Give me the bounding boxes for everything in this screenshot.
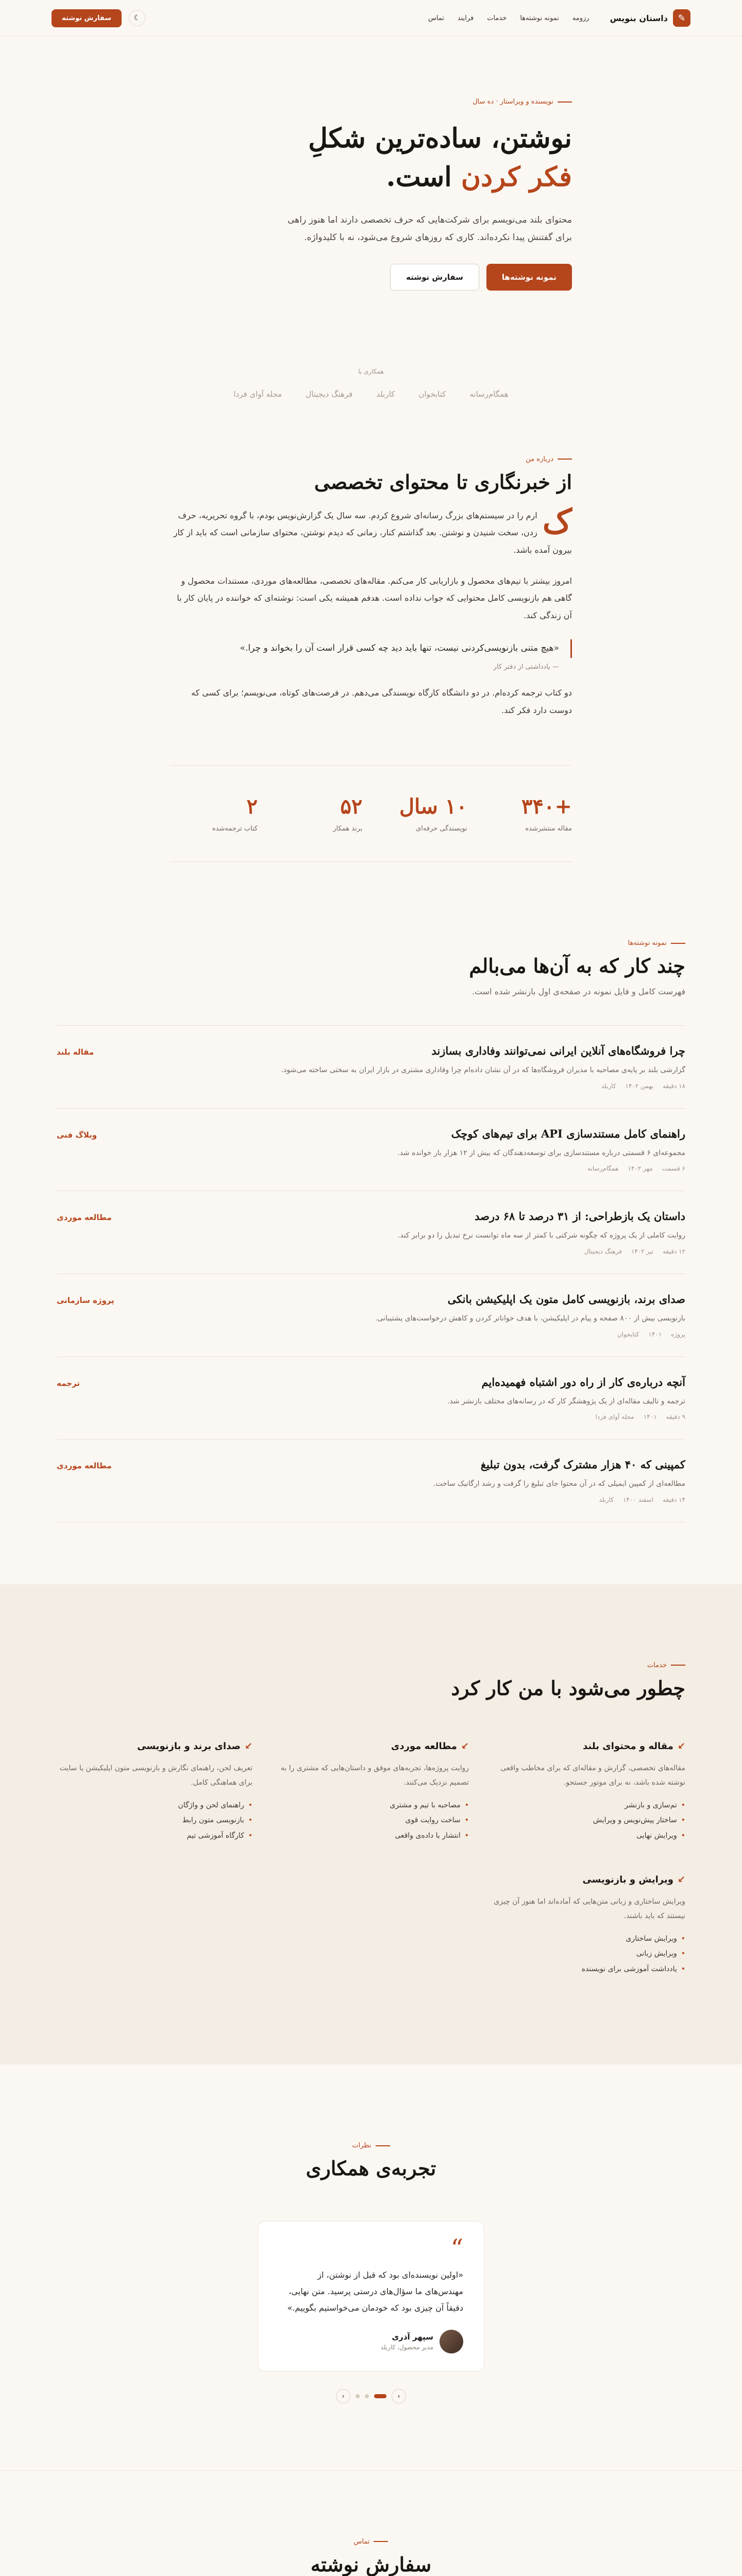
client-logos xyxy=(0,389,742,399)
client-name: همگام‌رسانه xyxy=(469,389,509,399)
work-tag: وبلاگ فنی xyxy=(57,1130,97,1140)
testimonials-eyebrow xyxy=(170,2142,572,2149)
work-meta-item: ۶ قسمت xyxy=(662,1165,685,1173)
person-role: مدیر محصول، کاربلد xyxy=(380,2343,433,2351)
hero-title-line2 xyxy=(170,158,572,196)
order-eyebrow-text: تماس xyxy=(353,2537,370,2546)
service-list-item: • ساخت روایت قوی xyxy=(273,1813,469,1828)
service-list-item: • راهنمای لحن و واژگان xyxy=(57,1798,252,1813)
service-description: روایت پروژه‌ها، تجربه‌های موفق و داستان‌هایی که مشتری را به تصمیم نزدیک می‌کنند. xyxy=(280,1764,469,1787)
about-quote: «هیچ متنی بازنویسی‌کردنی نیست، تنها باید دید چه کسی قرار است آن را بخواند و چرا.» xyxy=(170,639,572,658)
work-meta xyxy=(263,1165,685,1172)
site-header xyxy=(0,0,742,36)
stat-number: ۵۲ xyxy=(340,794,363,819)
service-list xyxy=(490,1931,685,1977)
eyebrow-dash xyxy=(558,459,572,460)
hero-order-button[interactable]: سفارش نوشته xyxy=(390,264,479,291)
brand-logo[interactable] xyxy=(610,9,690,27)
testimonials-eyebrow-text: نظرات xyxy=(352,2142,372,2150)
service-title-text: ویرایش و بازنویسی xyxy=(582,1874,673,1885)
service-list-item: • کارگاه آموزشی تیم xyxy=(57,1828,252,1843)
services-eyebrow-text: خدمات xyxy=(647,1661,667,1669)
work-tag: ترجمه xyxy=(57,1378,80,1388)
services-grid xyxy=(57,1741,685,1843)
testimonials-title: تجربه‌ی همکاری xyxy=(306,2157,436,2180)
service-title-text: مطالعه موردی xyxy=(391,1740,457,1752)
hero-actions xyxy=(170,264,572,291)
eyebrow-dash xyxy=(558,101,572,103)
moon-icon[interactable]: ☾ xyxy=(129,10,145,26)
work-item[interactable] xyxy=(57,1274,685,1357)
work-tag: مقاله بلند xyxy=(57,1047,94,1057)
work-meta-item: کاربلد xyxy=(601,1082,616,1090)
services-section xyxy=(0,1584,742,2064)
view-samples-button[interactable]: نمونه نوشته‌ها xyxy=(486,264,572,291)
nav-item-contact[interactable]: تماس xyxy=(428,14,444,22)
person-info xyxy=(381,2332,433,2351)
service-title xyxy=(490,1874,685,1885)
nav-item-services[interactable]: خدمات xyxy=(487,14,507,22)
nav-item-process[interactable]: فرایند xyxy=(457,14,474,22)
work-item[interactable] xyxy=(57,1025,685,1109)
drop-cap: ک xyxy=(542,502,572,541)
work-meta-item: ۱۴۰۱ xyxy=(648,1330,662,1338)
clients-label: همکاری با xyxy=(358,367,384,375)
work-meta-item: کتابخوان xyxy=(617,1330,639,1338)
services-title: چطور می‌شود با من کار کرد xyxy=(451,1676,685,1700)
work-description: مجموعه‌ای ۶ قسمتی درباره مستندسازی برای توسعه‌دهندگان که بیش از ۱۲ هزار بار خوانده شد. xyxy=(397,1148,685,1157)
nav-item-samples[interactable]: نمونه نوشته‌ها xyxy=(520,14,559,22)
service-description: مقاله‌های تخصصی، گزارش و مقاله‌ای که برای مخاطب واقعی نوشته شده باشد، نه برای موتور جستجو. xyxy=(500,1764,685,1787)
work-item[interactable] xyxy=(57,1357,685,1440)
chevron-right-icon[interactable]: › xyxy=(392,2389,406,2403)
arrow-icon: ↙ xyxy=(677,1874,685,1885)
testimonial-text: «اولین نویسنده‌ای بود که قبل از نوشتن، از مهندس‌های ما سؤال‌های درستی پرسید. متن نهایی، دقیقاً آن چیزی بود که خودمان می‌خواستیم بگوییم.» xyxy=(287,2269,463,2313)
stat-books xyxy=(170,794,258,833)
service-title xyxy=(273,1741,469,1752)
service-list-item: • تم‌سازی و بازنشر xyxy=(490,1798,685,1813)
carousel-nav xyxy=(170,2389,572,2403)
client-name: مجله آوای فردا xyxy=(233,389,282,399)
works-eyebrow-text: نمونه نوشته‌ها xyxy=(628,939,667,947)
about-section xyxy=(0,399,742,765)
brand-name: داستان بنویس xyxy=(610,13,668,23)
work-description: گزارشی بلند بر پایه‌ی مصاحبه با مدیران فروشگاه‌ها که در آن نشان داده‌ام چرا وفاداری مشتری در بازار ایران به سختی ساخته می‌شود. xyxy=(281,1066,685,1075)
hero-title-line1: نوشتن، ساده‌ترین شکلِ xyxy=(308,123,572,154)
service-list-item: • ویرایش زبانی xyxy=(490,1946,685,1961)
service-title xyxy=(57,1741,252,1752)
work-meta xyxy=(263,1331,685,1338)
service-card xyxy=(490,1874,685,1977)
eyebrow-dash xyxy=(374,2541,388,2542)
work-main xyxy=(263,1376,685,1421)
work-list xyxy=(57,1025,685,1522)
service-description: ویرایش ساختاری و زبانی متن‌هایی که آماده‌اند اما هنوز آن چیزی نیستند که باید باشند. xyxy=(494,1897,685,1920)
service-list-item: • بازنویسی متون رابط xyxy=(57,1813,252,1828)
service-list-item: • ساختار پیش‌نویس و ویرایش xyxy=(490,1813,685,1828)
eyebrow-dash xyxy=(671,1665,685,1666)
work-item[interactable] xyxy=(57,1439,685,1522)
service-card xyxy=(490,1741,685,1843)
service-list-item: • ویرایش نهایی xyxy=(490,1828,685,1843)
service-list xyxy=(273,1798,469,1843)
work-tag: مطالعه موردی xyxy=(57,1461,112,1471)
carousel-dot[interactable] xyxy=(365,2394,369,2398)
about-paragraph-1 xyxy=(170,502,572,559)
chevron-left-icon[interactable]: ‹ xyxy=(336,2389,350,2403)
stat-number: +۳۴۰ xyxy=(521,794,572,819)
work-item[interactable] xyxy=(57,1109,685,1192)
service-list-item: • ویرایش ساختاری xyxy=(490,1931,685,1946)
brand-mark-icon: ✎ xyxy=(673,9,690,27)
quote-mark-icon: “ xyxy=(450,2234,463,2263)
hero-title xyxy=(170,119,572,197)
service-list-item: • مصاحبه با تیم و مشتری xyxy=(273,1798,469,1813)
hero-eyebrow xyxy=(170,98,572,106)
service-list xyxy=(490,1798,685,1843)
work-description: ترجمه و تالیف مقاله‌ای از یک پژوهشگر کار که در رسانه‌های مختلف بازنشر شد. xyxy=(447,1397,685,1405)
person-name: سپهر آذری xyxy=(392,2332,433,2342)
stats-row xyxy=(170,765,572,862)
client-name: فرهنگ دیجیتال xyxy=(306,389,353,399)
stat-articles xyxy=(484,794,572,833)
testimonials-section xyxy=(0,2064,742,2470)
service-list-item: • انتشار با داده‌ی واقعی xyxy=(273,1828,469,1843)
work-description: روایت کاملی از یک پروژه که چگونه شرکتی با کمتر از سه ماه توانست نرخ تبدیل را دو برابر کند. xyxy=(397,1231,685,1240)
stat-brands xyxy=(275,794,362,833)
work-title[interactable]: آنچه درباره‌ی کار از راه دور اشتباه فهمیده‌ایم xyxy=(481,1375,685,1388)
work-title[interactable]: داستان یک بازطراحی: از ۳۱ درصد تا ۶۸ درصد xyxy=(475,1210,685,1223)
work-title[interactable]: صدای برند، بازنویسی کامل متون یک اپلیکیشن بانکی xyxy=(447,1293,685,1306)
stat-label: مقاله منتشرشده xyxy=(525,825,572,833)
arrow-icon: ↙ xyxy=(244,1740,252,1752)
work-meta-item: بهمن ۱۴۰۲ xyxy=(625,1082,654,1090)
work-meta-item: ۱۴۰۱ xyxy=(643,1413,657,1421)
works-section xyxy=(0,862,742,1584)
work-description: بازنویسی بیش از ۸۰۰ صفحه و پیام در اپلیکیشن، با هدف خواناتر کردن و کاهش درخواست‌های پشتیبانی. xyxy=(375,1314,685,1323)
work-item[interactable] xyxy=(57,1191,685,1274)
service-list-item: • یادداشت آموزشی برای نویسنده xyxy=(490,1962,685,1977)
order-writing-button[interactable]: سفارش نوشته xyxy=(52,9,122,27)
work-meta-item: فرهنگ دیجیتال xyxy=(584,1248,622,1255)
work-meta-item: ۹ دقیقه xyxy=(666,1413,685,1421)
clients-strip xyxy=(0,368,742,399)
work-meta-item: مهر ۱۴۰۲ xyxy=(628,1165,653,1173)
hero-description: محتوای بلند می‌نویسم برای شرکت‌هایی که حرف تخصصی دارند اما هنوز راهی برای گفتنش پیدا نکرده‌اند. کاری که روزهای شروع می‌شود، نه با کلیدواژه. xyxy=(288,214,572,243)
work-main xyxy=(263,1127,685,1173)
service-title-text: مقاله و محتوای بلند xyxy=(583,1740,673,1752)
work-meta xyxy=(263,1496,685,1503)
about-eyebrow-text: درباره من xyxy=(526,455,553,463)
order-title: سفارش نوشته xyxy=(310,2552,432,2576)
service-card xyxy=(273,1741,469,1843)
service-card xyxy=(57,1741,252,1843)
service-title-text: صدای برند و بازنویسی xyxy=(137,1740,241,1752)
service-title xyxy=(490,1741,685,1752)
carousel-dot[interactable] xyxy=(356,2394,360,2398)
about-title: از خبرنگاری تا محتوای تخصصی xyxy=(314,470,572,494)
works-subtitle: فهرست کامل و فایل نمونه در صفحه‌ی اول بازنشر شده است. xyxy=(471,987,685,997)
stat-number: ۲ xyxy=(246,794,258,819)
client-name: کتابخوان xyxy=(418,389,446,399)
work-main xyxy=(263,1044,685,1090)
arrow-icon: ↙ xyxy=(461,1740,469,1752)
services-eyebrow xyxy=(57,1662,685,1669)
order-header xyxy=(170,2538,572,2576)
about-p1-text: ارم را در سیستم‌های بزرگ رسانه‌ای شروع کردم. سه سال یک گزارش‌نویس بودم، با گروه تحریریه، حرف زدن، سخت شنیدن و نوشتن. بعد گذاشتم کنار، زمانی که دیدم نوشتن، محتوای سازمانی است که باید از کار بیرون آمده باشد. xyxy=(173,510,572,555)
order-section xyxy=(0,2470,742,2576)
work-meta-item: ۱۴ دقیقه xyxy=(663,1496,685,1503)
work-meta xyxy=(263,1413,685,1420)
quote-author: — یادداشتی از دفتر کار xyxy=(493,663,559,671)
testimonial-person xyxy=(279,2330,463,2353)
main-nav xyxy=(428,14,589,22)
about-paragraph-2: امروز بیشتر با تیم‌های محصول و بازاریابی کار می‌کنم. مقاله‌های تخصصی، مطالعه‌های موردی، مستندات محصول و گاهی هم بازنویسی کامل محتوایی که جواب نداده است. هدفم همیشه یکی است: نوشته‌ای که خواننده در پایان کار با آن زندگی کند. xyxy=(177,575,572,620)
work-tag: پروژه سازمانی xyxy=(57,1296,114,1305)
client-name: کاربلد xyxy=(376,389,395,399)
work-meta-item: کاربلد xyxy=(599,1496,614,1503)
stat-label: برند همکار xyxy=(333,825,363,833)
work-title[interactable]: چرا فروشگاه‌های آنلاین ایرانی نمی‌توانند وفاداری بسازند xyxy=(431,1044,685,1058)
works-eyebrow xyxy=(57,939,685,947)
hero-section xyxy=(0,36,742,399)
service-list xyxy=(57,1798,252,1843)
work-meta-item: اسفند ۱۴۰۰ xyxy=(623,1496,654,1503)
work-tag: مطالعه موردی xyxy=(57,1213,112,1223)
work-meta xyxy=(263,1248,685,1255)
work-meta-item: ۱۸ دقیقه xyxy=(663,1082,685,1090)
work-title[interactable]: کمپینی که ۴۰ هزار مشترک گرفت، بدون تبلیغ xyxy=(480,1458,685,1471)
order-eyebrow xyxy=(170,2538,572,2546)
carousel-dot[interactable] xyxy=(374,2394,386,2398)
testimonial-card xyxy=(258,2221,484,2371)
eyebrow-dash xyxy=(376,2145,390,2146)
work-main xyxy=(263,1458,685,1503)
work-meta-item: مجله آوای فردا xyxy=(595,1413,634,1421)
arrow-icon: ↙ xyxy=(677,1740,685,1752)
work-meta-item: پروژه xyxy=(671,1330,685,1338)
work-meta-item: تیر ۱۴۰۲ xyxy=(631,1248,654,1255)
work-meta xyxy=(263,1082,685,1090)
work-main xyxy=(263,1293,685,1338)
hero-eyebrow-text: نویسنده و ویراستار · ده سال xyxy=(473,98,553,106)
hero-title-end: است. xyxy=(386,161,461,193)
service-description: تعریف لحن، راهنمای نگارش و بازنویسی متون اپلیکیشن یا سایت برای هماهنگی کامل. xyxy=(59,1764,252,1787)
work-meta-item: ۱۲ دقیقه xyxy=(663,1248,685,1255)
work-meta-item: همگام‌رسانه xyxy=(587,1165,619,1173)
about-eyebrow xyxy=(170,455,572,463)
about-paragraph-3: دو کتاب ترجمه کرده‌ام. در دو دانشگاه کارگاه نویسندگی می‌دهم. در فرصت‌های کوتاه، می‌نویسم؛ برای کسی که دوست دارد فکر کند. xyxy=(191,688,572,715)
work-main xyxy=(263,1210,685,1255)
nav-item-resume[interactable]: رزومه xyxy=(572,14,589,22)
avatar xyxy=(440,2330,463,2353)
works-header xyxy=(57,939,685,996)
work-title[interactable]: راهنمای کامل مستندسازی API برای تیم‌های کوچک xyxy=(451,1127,685,1140)
stat-years xyxy=(380,794,467,833)
eyebrow-dash xyxy=(671,943,685,944)
work-description: مطالعه‌ای از کمپین ایمیلی که در آن محتوا جای تبلیغ را گرفت و رشد ارگانیک ساخت. xyxy=(433,1480,685,1488)
stat-label: کتاب ترجمه‌شده xyxy=(212,825,258,833)
stat-number: ۱۰ سال xyxy=(399,794,467,819)
stat-label: نویسندگی حرفه‌ای xyxy=(416,825,467,833)
hero-title-accent: فکر کردن xyxy=(461,161,572,193)
works-title: چند کار که به آن‌ها می‌بالم xyxy=(469,954,685,978)
